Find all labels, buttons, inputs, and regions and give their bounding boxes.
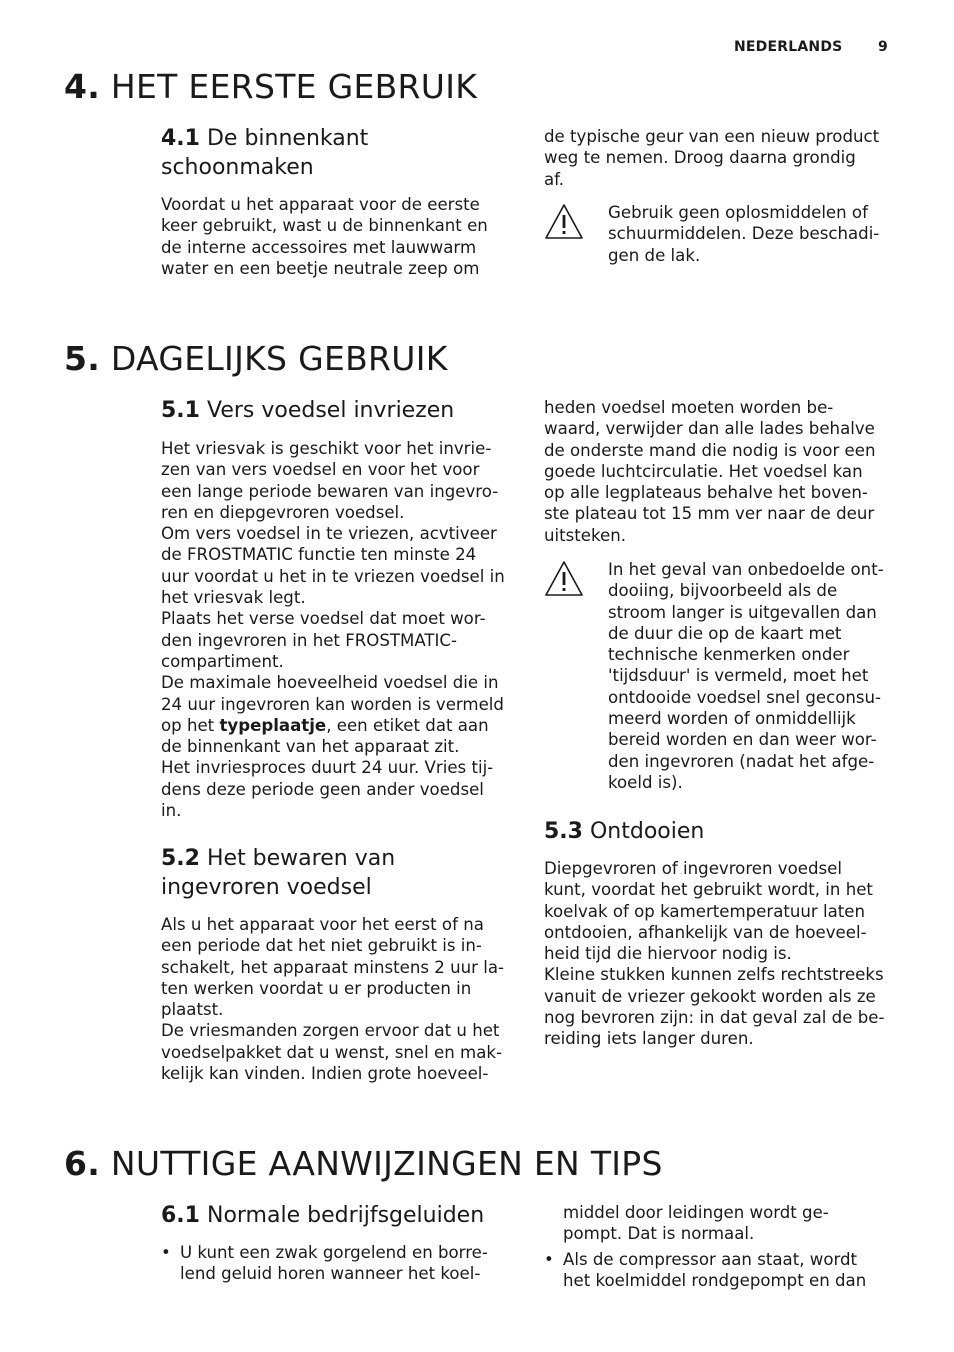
section-5-number: 5. <box>64 339 101 378</box>
subsection-4-1-heading <box>161 124 368 182</box>
subsection-5-2-number: 5.2 <box>161 846 200 871</box>
section-5-title: DAGELIJKS GEBRUIK <box>110 339 448 378</box>
subsection-5-1-title: Vers voedsel invriezen <box>206 398 455 423</box>
header-language: NEDERLANDS <box>734 39 843 55</box>
section-6-heading <box>64 1144 663 1183</box>
subsection-4-1-warning: Gebruik geen oplosmiddelen of schuurmiddelen. Deze beschadi- gen de lak. <box>608 203 880 265</box>
subsection-4-1-text-right: de typische geur van een nieuw product weg te nemen. Droog daarna grondig af. <box>544 127 880 189</box>
subsection-5-2-text-right: heden voedsel moeten worden be- waard, verwijder dan alle lades behalve de onderste mand die nodig is voor een goede luchtcirculatie. Het voedsel kan op alle legplateaus behalve het boven- ste plateau tot 15 mm ver naar de deur uitsteken. <box>544 398 876 545</box>
section-4-heading <box>64 67 477 106</box>
subsection-5-3-heading <box>544 817 704 846</box>
section-4-title: HET EERSTE GEBRUIK <box>110 67 478 106</box>
section-6-number: 6. <box>64 1144 101 1183</box>
section-6-title: NUTTIGE AANWIJZINGEN EN TIPS <box>110 1144 663 1183</box>
subsection-4-1-title: De binnenkant schoonmaken <box>161 126 369 180</box>
bullet-1-text-part2: middel door leidingen wordt ge- pompt. Dat is normaal. <box>563 1203 829 1244</box>
bullet-1-text-part1: U kunt een zwak gorgelend en borre- lend geluid horen wanneer het koel- <box>180 1243 488 1284</box>
subsection-5-2-heading <box>161 844 395 902</box>
section-5-heading <box>64 339 448 378</box>
bullet-2-text: Als de compressor aan staat, wordt het koelmiddel rondgepompt en dan <box>563 1250 867 1291</box>
subsection-6-1-title: Normale bedrijfsgeluiden <box>206 1203 485 1228</box>
warning-icon <box>544 203 584 241</box>
warning-icon <box>544 560 584 598</box>
subsection-5-3-text: Diepgevroren of ingevroren voedsel kunt, voordat het gebruikt wordt, in het koelvak of op kamertemperatuur laten ontdooien, afhankelijk van de hoeveel- heid tijd die hiervoor nodig is. Kleine stukken kunnen zelfs rechtstreeks vanuit de vriezer gekookt worden als ze nog bevroren zijn: in dat geval zal de be- reiding iets langer duren. <box>544 859 885 1049</box>
subsection-5-2-title: Het bewaren van ingevroren voedsel <box>161 846 396 900</box>
subsection-5-2-warning: In het geval van onbedoelde ont- dooiing, bijvoorbeeld als de stroom langer is uitgevallen dan de duur die op de kaart met technische kenmerken onder 'tijdsduur' is vermeld, moet het ontdooide voedsel snel geconsu- meerd worden of onmiddellijk bereid worden en dan weer wor- den ingevroren (nadat het afge- koeld is). <box>608 560 884 792</box>
list-item <box>544 1249 904 1292</box>
typeplaatje-bold: typeplaatje <box>219 715 327 735</box>
subsection-5-3-number: 5.3 <box>544 819 583 844</box>
subsection-6-1-number: 6.1 <box>161 1203 200 1228</box>
subsection-5-1-number: 5.1 <box>161 398 200 423</box>
subsection-5-3-title: Ontdooien <box>589 819 705 844</box>
subsection-6-1-list-left <box>161 1242 521 1285</box>
subsection-5-1-text <box>161 438 521 821</box>
subsection-5-1-text-b: , een etiket dat aan de binnenkant van het apparaat zit. Het invriesproces duurt 24 uur. Vries tij- dens deze periode geen ander voedsel in. <box>161 715 494 821</box>
subsection-6-1-list-right <box>544 1249 904 1292</box>
subsection-4-1-text-left: Voordat u het apparaat voor de eerste keer gebruikt, wast u de binnenkant en de interne accessoires met lauwwarm water en een beetje neutrale zeep om <box>161 195 488 278</box>
section-4-number: 4. <box>64 67 101 106</box>
list-item <box>161 1242 521 1285</box>
subsection-5-1-heading <box>161 396 454 425</box>
subsection-4-1-number: 4.1 <box>161 126 200 151</box>
page-number: 9 <box>878 39 888 55</box>
subsection-5-1-text-a: Het vriesvak is geschikt voor het invrie- zen van vers voedsel en voor het voor een lange periode bewaren van ingevro- ren en diepgevroren voedsel. Om vers voedsel in te vriezen, acvtiveer de FROSTMATIC functie ten minste 24 uur voordat u het in te vriezen voedsel in het vriesvak legt. Plaats het verse voedsel dat moet wor- den ingevroren in het FROSTMATIC- compartiment. De maximale hoeveelheid voedsel die in 24 uur ingevroren kan worden is vermeld op het <box>161 439 505 735</box>
bullet-marker: • <box>161 1243 171 1262</box>
bullet-marker: • <box>544 1250 554 1269</box>
subsection-5-2-text-left: Als u het apparaat voor het eerst of na een periode dat het niet gebruikt is in- schakelt, het apparaat minstens 2 uur la- ten werken voordat u er producten in plaatst. De vriesmanden zorgen ervoor dat u het voedselpakket dat u wenst, snel en mak- kelijk kan vinden. Indien grote hoeveel- <box>161 915 505 1084</box>
subsection-6-1-heading <box>161 1201 484 1230</box>
